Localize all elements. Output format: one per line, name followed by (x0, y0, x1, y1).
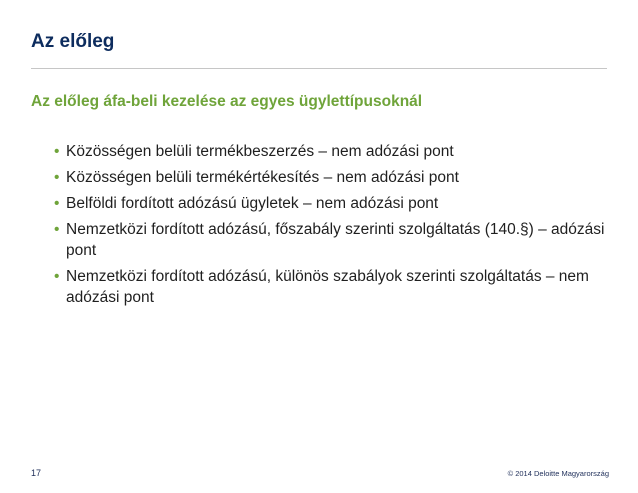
bullet-text-1: Közösségen belüli termékbeszerzés – nem adózási pont (66, 143, 454, 160)
slide-subtitle: Az előleg áfa-beli kezelése az egyes ügylettípusoknál (31, 93, 423, 110)
bullet-text-4: Nemzetközi fordított adózású, főszabály szerinti szolgáltatás (140.§) – adózási pont (66, 221, 605, 259)
bullet-icon: • (54, 195, 60, 212)
copyright-notice: © 2014 Deloitte Magyarország (507, 469, 609, 478)
bullet-item-5 (54, 266, 614, 308)
bullet-list (54, 141, 614, 313)
bullet-text-2: Közösségen belüli termékértékesítés – nem adózási pont (66, 169, 459, 186)
bullet-icon: • (54, 268, 60, 285)
bullet-item-2 (54, 167, 614, 188)
title-divider (31, 68, 607, 69)
page-number: 17 (31, 468, 42, 478)
bullet-text-5: Nemzetközi fordított adózású, különös szabályok szerinti szolgáltatás – nem adózási pont (66, 268, 589, 306)
bullet-icon: • (54, 169, 60, 186)
bullet-item-3 (54, 193, 614, 214)
slide-title: Az előleg (31, 31, 115, 52)
bullet-item-1 (54, 141, 614, 162)
bullet-text-3: Belföldi fordított adózású ügyletek – nem adózási pont (66, 195, 439, 212)
bullet-item-4 (54, 219, 614, 261)
bullet-icon: • (54, 221, 60, 238)
bullet-icon: • (54, 143, 60, 160)
